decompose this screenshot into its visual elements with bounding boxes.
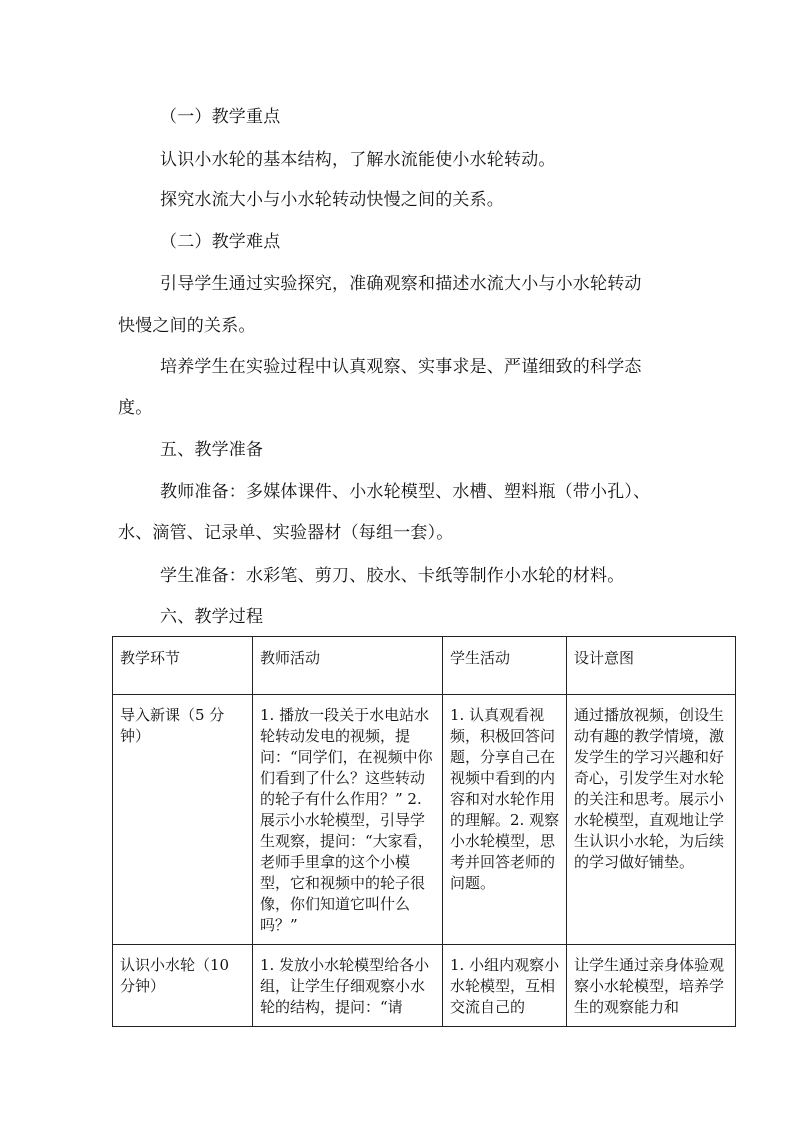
process-heading: 六、教学过程 bbox=[160, 607, 264, 627]
row-student-cell: 1. 小组内观察小水轮模型，互相交流自己的 bbox=[443, 945, 567, 1027]
difficulty-2-line-2: 度。 bbox=[118, 398, 153, 418]
difficulties-heading: （二）教学难点 bbox=[160, 232, 281, 252]
header-design-intent: 设计意图 bbox=[567, 637, 736, 695]
row-stage-cell: 导入新课（5 分钟） bbox=[113, 695, 253, 945]
key-point-2: 探究水流大小与小水轮转动快慢之间的关系。 bbox=[160, 190, 504, 210]
difficulty-1-line-1: 引导学生通过实验探究，准确观察和描述水流大小与小水轮转动 bbox=[160, 274, 642, 294]
teaching-process-table bbox=[112, 636, 736, 1027]
row-teacher-cell: 1. 播放一段关于水电站水轮转动发电的视频，提问：“同学们，在视频中你们看到了什么？这些转动的轮子有什么作用？” 2. 展示小水轮模型，引导学生观察，提问：“大家看，老师手里拿的这个小模型，它和视频中的轮子很像，你们知道它叫什么吗？” bbox=[253, 695, 443, 945]
row-intent-cell: 让学生通过亲身体验观察小水轮模型，培养学生的观察能力和 bbox=[567, 945, 736, 1027]
row-stage-cell: 认识小水轮（10 分钟） bbox=[113, 945, 253, 1027]
teacher-preparation-line-2: 水、滴管、记录单、实验器材（每组一套）。 bbox=[118, 523, 454, 543]
row-student-cell: 1. 认真观看视频，积极回答问题，分享自己在视频中看到的内容和对水轮作用的理解。2. 观察小水轮模型，思考并回答老师的问题。 bbox=[443, 695, 567, 945]
preparation-heading: 五、教学准备 bbox=[160, 440, 264, 460]
header-student-activity: 学生活动 bbox=[443, 637, 567, 695]
table-header-row bbox=[113, 637, 736, 695]
difficulty-2-line-1: 培养学生在实验过程中认真观察、实事求是、严谨细致的科学态 bbox=[160, 357, 642, 377]
table-row bbox=[113, 945, 736, 1027]
key-point-1: 认识小水轮的基本结构，了解水流能使小水轮转动。 bbox=[160, 150, 556, 170]
difficulty-1-line-2: 快慢之间的关系。 bbox=[118, 316, 256, 336]
header-stage: 教学环节 bbox=[113, 637, 253, 695]
key-points-heading: （一）教学重点 bbox=[160, 107, 281, 127]
student-preparation: 学生准备：水彩笔、剪刀、胶水、卡纸等制作小水轮的材料。 bbox=[160, 566, 625, 586]
header-teacher-activity: 教师活动 bbox=[253, 637, 443, 695]
table-row bbox=[113, 695, 736, 945]
teacher-preparation-line-1: 教师准备：多媒体课件、小水轮模型、水槽、塑料瓶（带小孔）、 bbox=[160, 482, 651, 502]
row-intent-cell: 通过播放视频，创设生动有趣的教学情境，激发学生的学习兴趣和好奇心，引发学生对水轮的关注和思考。展示小水轮模型，直观地让学生认识小水轮，为后续的学习做好铺垫。 bbox=[567, 695, 736, 945]
row-teacher-cell: 1. 发放小水轮模型给各小组，让学生仔细观察小水轮的结构，提问：“请 bbox=[253, 945, 443, 1027]
